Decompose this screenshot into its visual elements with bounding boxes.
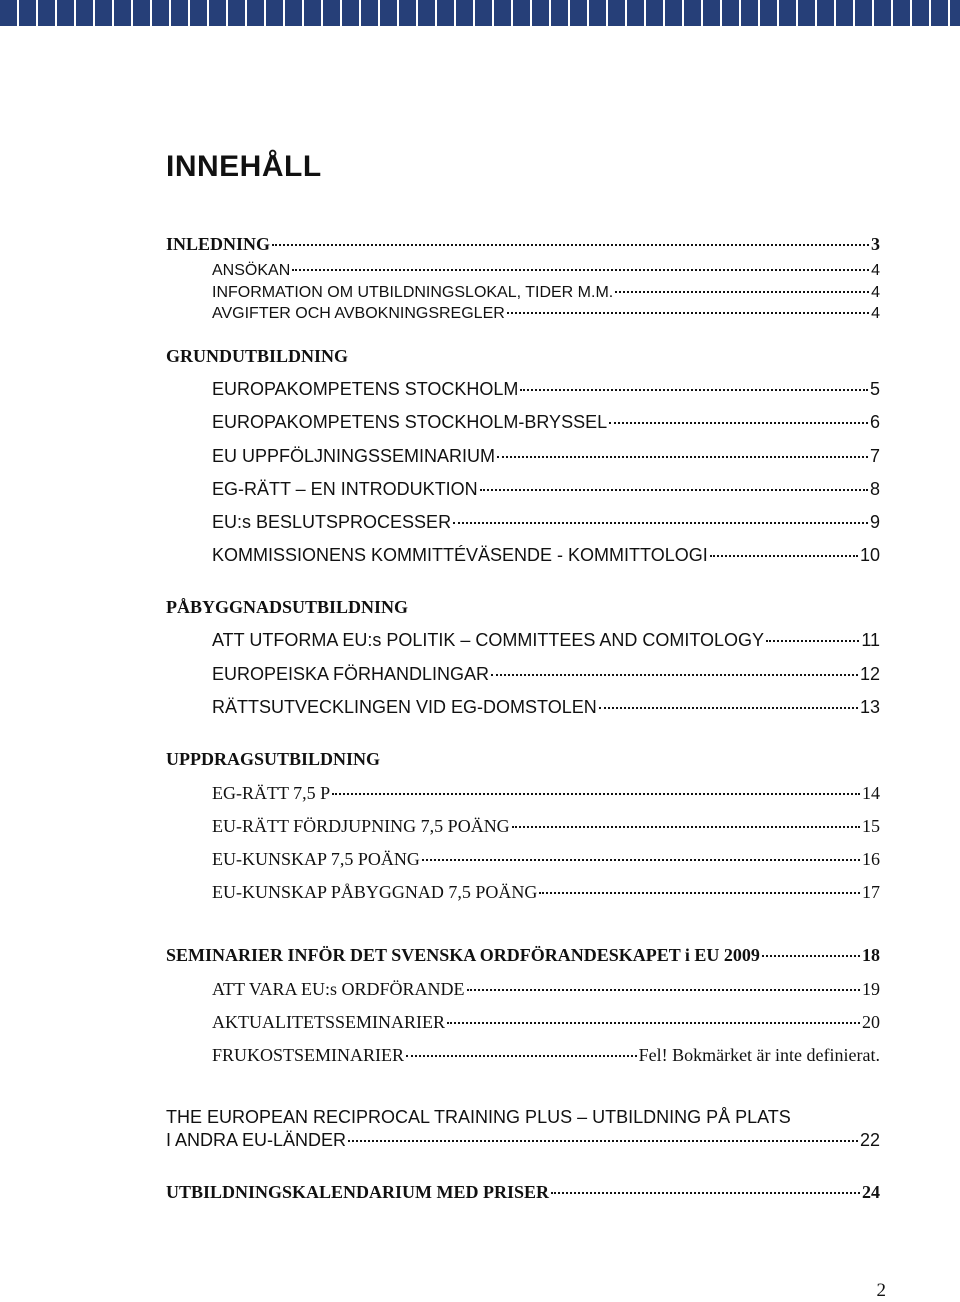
toc-page: 12 xyxy=(859,664,880,684)
toc-page: 4 xyxy=(871,305,880,322)
toc-label: ATT VARA EU:s ORDFÖRANDE xyxy=(212,979,465,999)
toc-page: 17 xyxy=(862,882,880,902)
toc-label: FRUKOSTSEMINARIER xyxy=(212,1045,405,1065)
toc-label: EU-RÄTT FÖRDJUPNING 7,5 POÄNG xyxy=(212,816,510,836)
toc-entry-aktualitet[interactable] xyxy=(212,1012,880,1033)
leader-dots xyxy=(453,522,868,524)
toc-entry-ansokan[interactable] xyxy=(212,262,880,280)
toc-label: ATT UTFORMA EU:s POLITIK – COMMITTEES AND COMITOLOGY xyxy=(212,630,765,650)
toc-label: EU UPPFÖLJNINGSSEMINARIUM xyxy=(212,446,496,466)
toc-section-grundutbildning[interactable] xyxy=(166,346,880,367)
leader-dots xyxy=(609,422,868,424)
toc-page: 5 xyxy=(869,379,880,399)
leader-dots xyxy=(507,312,869,314)
toc-page: 19 xyxy=(862,979,880,999)
leader-dots xyxy=(766,640,859,642)
toc-page: 4 xyxy=(871,262,880,279)
leader-dots xyxy=(467,989,860,991)
toc-label: EG-RÄTT – EN INTRODUKTION xyxy=(212,479,478,499)
toc-entry-avgifter[interactable] xyxy=(212,305,880,323)
toc-entry-eu-ratt-fordjupning[interactable] xyxy=(212,816,880,837)
toc-entry-eu-kunskap-pabyggnad[interactable] xyxy=(212,882,880,903)
leader-dots xyxy=(762,955,860,957)
toc-label: EU-KUNSKAP PÅBYGGNAD 7,5 POÄNG xyxy=(212,882,538,902)
toc-section-uppdrag[interactable] xyxy=(166,749,880,770)
toc-label: AVGIFTER OCH AVBOKNINGSREGLER xyxy=(212,305,505,322)
toc-label: ANSÖKAN xyxy=(212,262,291,279)
leader-dots xyxy=(539,892,860,894)
toc-entry-european-line2[interactable] xyxy=(166,1130,880,1151)
toc-label: RÄTTSUTVECKLINGEN VID EG-DOMSTOLEN xyxy=(212,697,597,717)
toc-section-label: GRUNDUTBILDNING xyxy=(166,346,349,366)
toc-label: THE EUROPEAN RECIPROCAL TRAINING PLUS – UTBILDNING PÅ PLATS xyxy=(166,1107,791,1127)
toc-entry-ek-stockholm[interactable] xyxy=(212,379,880,400)
toc-entry-att-vara[interactable] xyxy=(212,979,880,1000)
toc-section-label: PÅBYGGNADSUTBILDNING xyxy=(166,597,409,617)
toc-entry-rattsutveckling[interactable] xyxy=(212,697,880,718)
leader-dots xyxy=(497,456,868,458)
leader-dots xyxy=(520,389,868,391)
toc-entry-eu-uppfoljning[interactable] xyxy=(212,446,880,467)
leader-dots xyxy=(406,1055,637,1057)
toc-label: EUROPAKOMPETENS STOCKHOLM xyxy=(212,379,519,399)
leader-dots xyxy=(292,269,869,271)
toc-entry-information[interactable] xyxy=(212,284,880,302)
toc-label: INLEDNING xyxy=(166,234,271,254)
leader-dots xyxy=(348,1140,858,1142)
leader-dots xyxy=(615,291,869,293)
toc-page: 15 xyxy=(862,816,880,836)
toc-page: 22 xyxy=(859,1130,880,1150)
toc-page: 16 xyxy=(862,849,880,869)
toc-section-label: UPPDRAGSUTBILDNING xyxy=(166,749,381,769)
toc-entry-seminarier[interactable] xyxy=(166,945,880,966)
toc-page: 3 xyxy=(871,234,880,254)
toc-entry-europeiska-forhandlingar[interactable] xyxy=(212,664,880,685)
leader-dots xyxy=(332,793,860,795)
toc-section-pabyggnad[interactable] xyxy=(166,597,880,618)
toc-page: Fel! Bokmärket är inte definierat. xyxy=(638,1045,880,1065)
toc-entry-inledning[interactable] xyxy=(166,234,880,255)
toc-entry-ek-stockholm-bryssel[interactable] xyxy=(212,412,880,433)
toc-label: AKTUALITETSSEMINARIER xyxy=(212,1012,445,1032)
toc-page: 9 xyxy=(869,512,880,532)
leader-dots xyxy=(272,244,869,246)
leader-dots xyxy=(512,826,860,828)
leader-dots xyxy=(551,1192,860,1194)
toc-label: I ANDRA EU-LÄNDER xyxy=(166,1130,347,1150)
leader-dots xyxy=(710,555,858,557)
toc-entry-eg-ratt-intro[interactable] xyxy=(212,479,880,500)
toc-entry-kommissionens[interactable] xyxy=(212,545,880,566)
leader-dots xyxy=(422,859,860,861)
leader-dots xyxy=(491,674,858,676)
toc-entry-eu-kunskap[interactable] xyxy=(212,849,880,870)
toc-entry-european-line1[interactable] xyxy=(166,1107,791,1128)
toc-label: EUROPAKOMPETENS STOCKHOLM-BRYSSEL xyxy=(212,412,608,432)
leader-dots xyxy=(480,489,868,491)
toc-page: 18 xyxy=(862,945,880,965)
toc-label: EUROPEISKA FÖRHANDLINGAR xyxy=(212,664,490,684)
page-title: INNEHÅLL xyxy=(166,150,322,183)
toc-page: 6 xyxy=(869,412,880,432)
toc-page: 8 xyxy=(869,479,880,499)
toc-label: EG-RÄTT 7,5 P xyxy=(212,783,331,803)
toc-page: 24 xyxy=(862,1182,880,1202)
toc-label: UTBILDNINGSKALENDARIUM MED PRISER xyxy=(166,1182,550,1202)
toc-page: 13 xyxy=(859,697,880,717)
leader-dots xyxy=(447,1022,860,1024)
toc-label: INFORMATION OM UTBILDNINGSLOKAL, TIDER M.M. xyxy=(212,284,614,301)
toc-page: 4 xyxy=(871,284,880,301)
toc-label: EU-KUNSKAP 7,5 POÄNG xyxy=(212,849,420,869)
toc-label: KOMMISSIONENS KOMMITTÉVÄSENDE - KOMMITTOLOGI xyxy=(212,545,708,565)
toc-label: SEMINARIER INFÖR DET SVENSKA ORDFÖRANDESKAPET i EU 2009 xyxy=(166,945,760,965)
toc-page: 7 xyxy=(869,446,880,466)
toc-entry-att-utforma[interactable] xyxy=(212,630,880,651)
toc-entry-eg-ratt-75[interactable] xyxy=(212,783,880,804)
leader-dots xyxy=(599,707,858,709)
toc-entry-kalendarium[interactable] xyxy=(166,1182,880,1203)
toc-page: 14 xyxy=(862,783,880,803)
toc-page: 20 xyxy=(862,1012,880,1032)
toc-entry-eu-beslut[interactable] xyxy=(212,512,880,533)
page-number: 2 xyxy=(876,1280,886,1301)
toc-page: 11 xyxy=(861,630,880,650)
toc-page: 10 xyxy=(859,545,880,565)
toc-label: EU:s BESLUTSPROCESSER xyxy=(212,512,452,532)
toc-entry-frukost[interactable] xyxy=(212,1045,880,1066)
